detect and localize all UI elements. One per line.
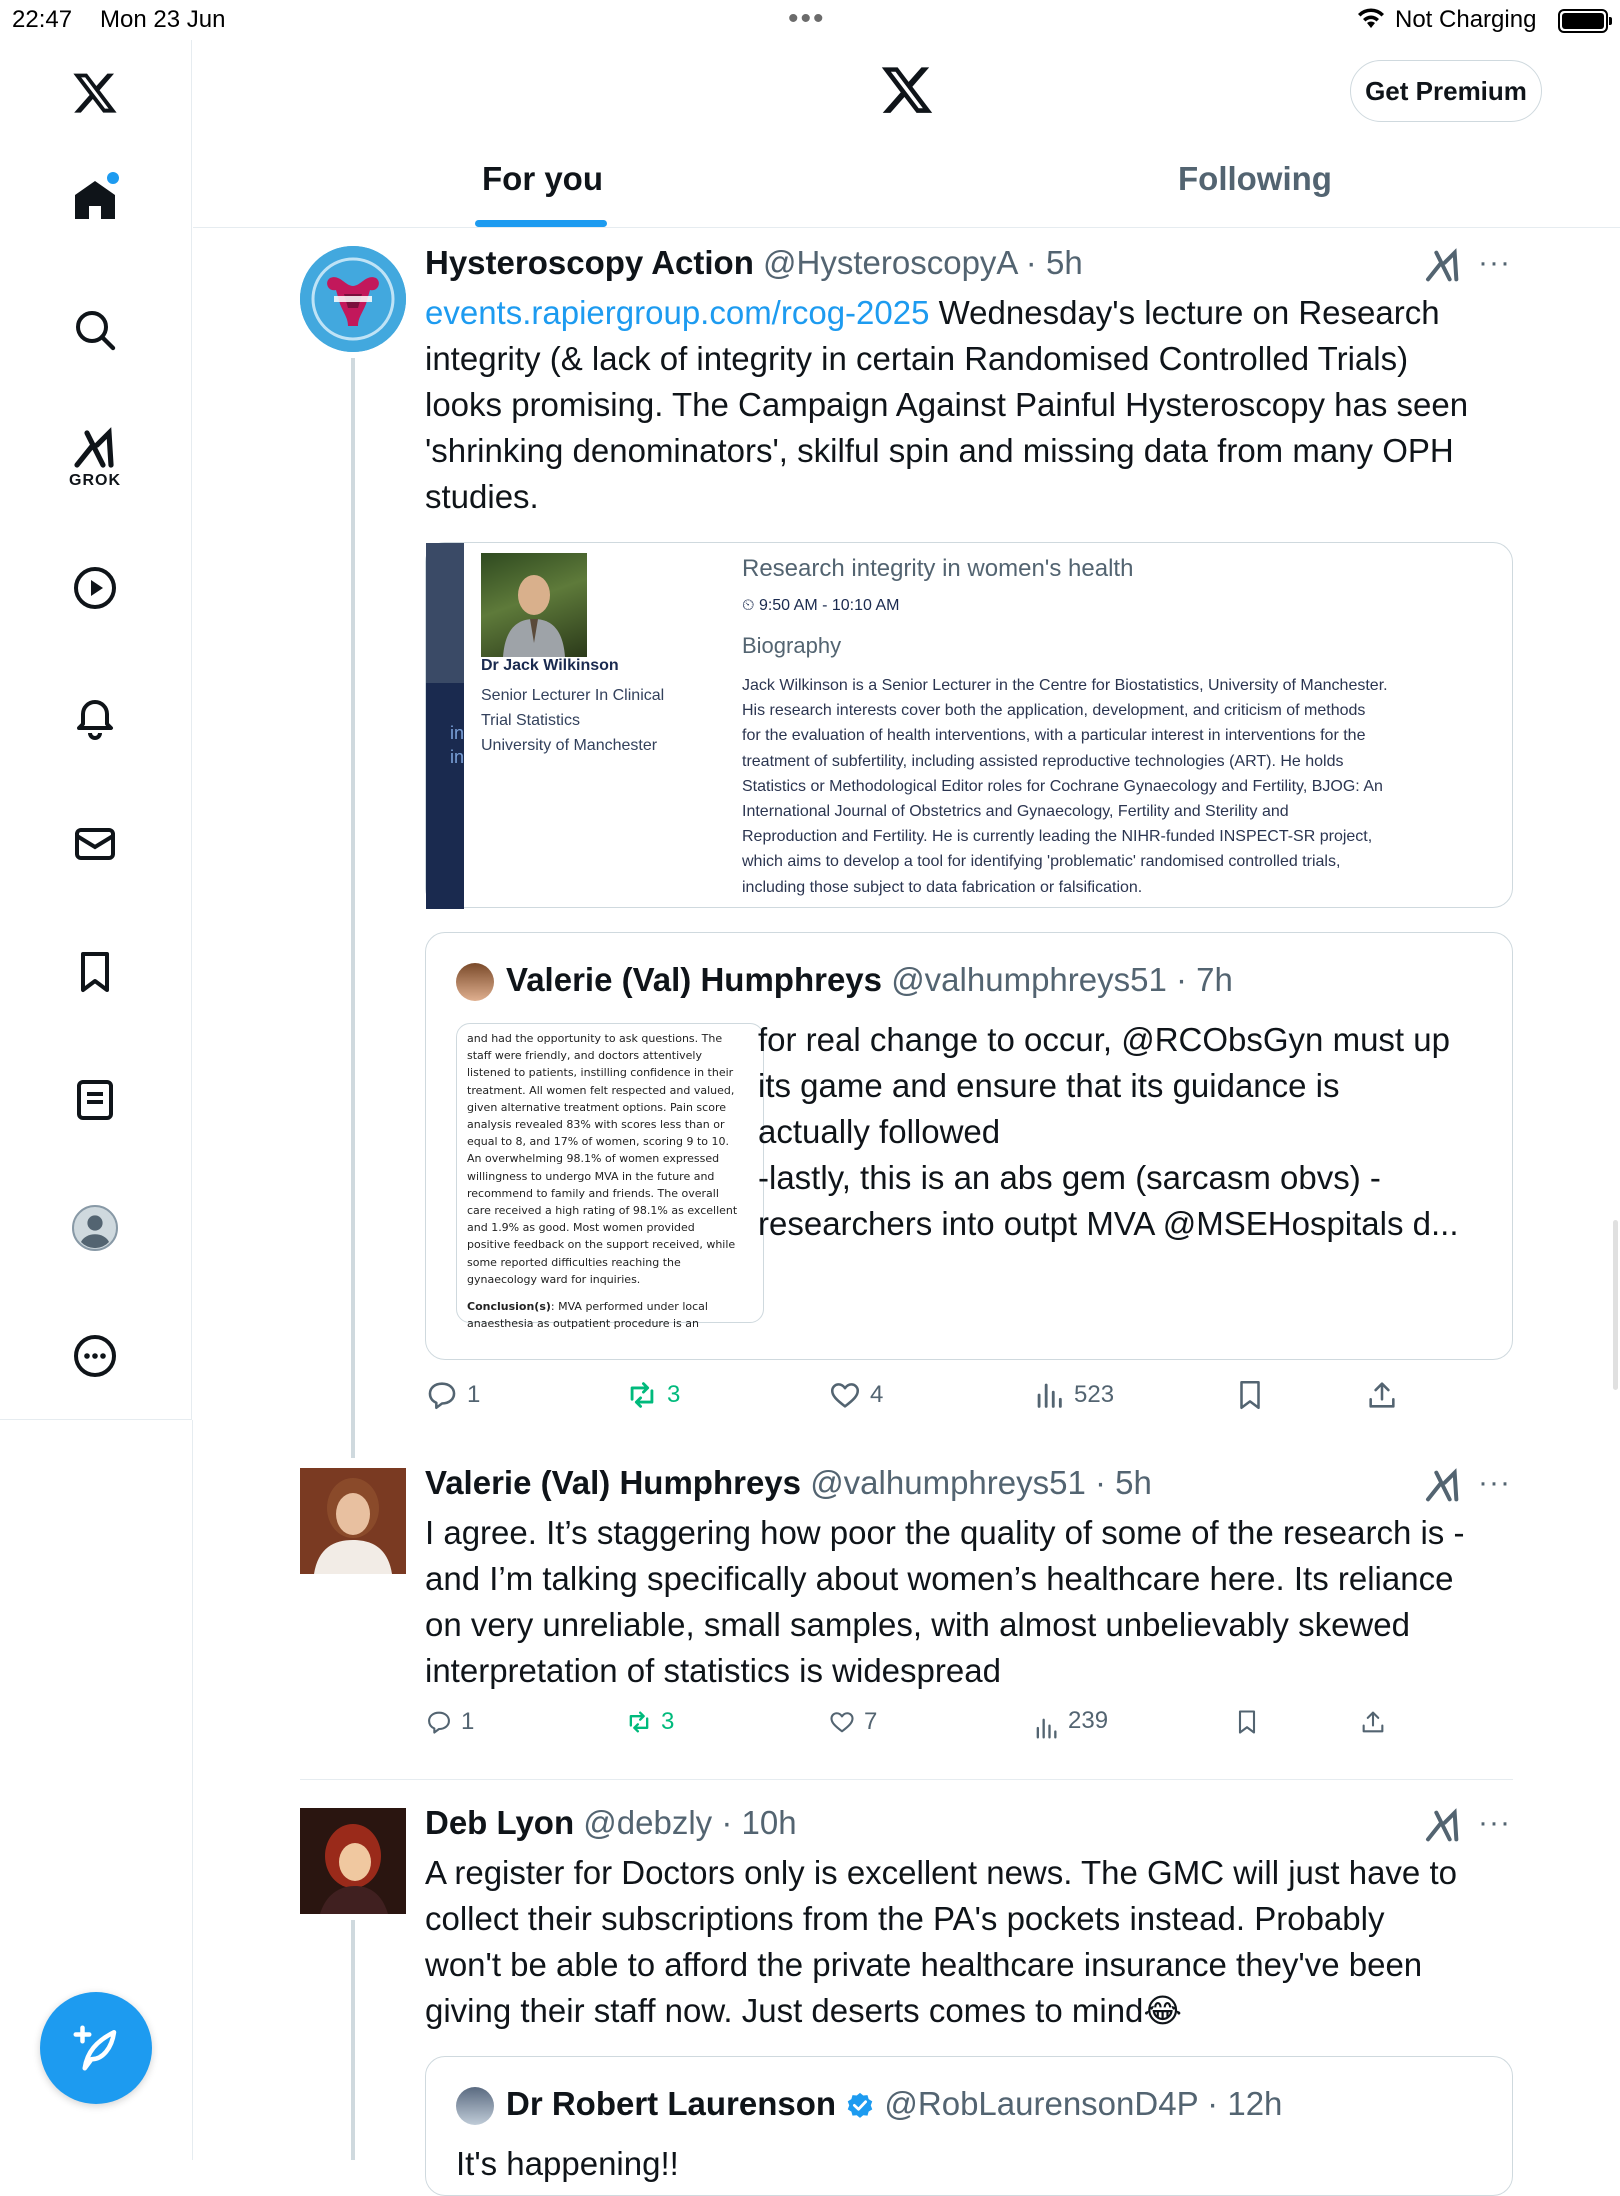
grok-icon	[71, 425, 119, 473]
quoted-tweet[interactable]	[425, 2056, 1513, 2196]
quoted-image[interactable]: and had the opportunity to ask questions. The staff were friendly, and doctors attentively listened to patients, instilling confidence in their treatment. All women felt respected and valued, given alternative treatment options. Pain score analysis revealed 83% with scores less than or equal to 8, and 17% of women, scoring 9 to 10. An overwhelming 98.1% of women expressed willingness to undergo MVA in the future and recommend to family and friends. The overall care received a high rating of 98.1% as excellent and 1.9% as good. Most women provided positive feedback on the support received, while some reported difficulties reaching the gynaecology ward for inquiries. Conclusion(s): MVA performed under local anaesthesia as outpatient procedure is an	[456, 1023, 764, 1323]
speaker-title: Senior Lecturer In Clinical Trial Statistics University of Manchester	[481, 687, 665, 754]
tweet-text: events.rapiergroup.com/rcog-2025 Wednesday's lecture on Research integrity (& lack of integrity in certain Randomised Controlled Trials) looks promising. The Campaign Against Painful Hysteroscopy has seen 'shrinking denominators', skilful spin and missing data from many OPH studies.	[425, 294, 1469, 515]
author-handle[interactable]: @valhumphreys51	[810, 1464, 1086, 1501]
thread-line	[351, 1920, 355, 2160]
grok-icon[interactable]	[1423, 1806, 1463, 1846]
more-options-icon[interactable]: ···	[1478, 246, 1511, 279]
uterus-logo-icon	[300, 246, 406, 352]
grok-icon[interactable]	[1423, 246, 1463, 286]
status-date: Mon 23 Jun	[100, 6, 226, 33]
share-button[interactable]	[1365, 1378, 1407, 1412]
avatar	[456, 2087, 494, 2125]
share-icon	[1365, 1378, 1399, 1412]
compose-post-button[interactable]	[40, 1992, 152, 2104]
views-chart-icon	[1032, 1378, 1066, 1412]
author-handle[interactable]: @HysteroscopyA	[763, 244, 1017, 281]
more-options-icon[interactable]: ···	[1478, 1466, 1511, 1499]
status-time: 22:47	[12, 6, 73, 33]
reply-button[interactable]: 1	[425, 1378, 480, 1412]
tweet-image[interactable]: in in Dr Jack Wilkinson Senior Lecturer In Clinical Trial Statistics University of Manchester Research integrity in women's health ⏲ 9:50 AM - 10:10 AM Biography Jack Wilkinson is a Senior Lecturer in the Centre for Biostatistics, University of Manchester. His research interests cover both the application, development, and criticism of methods for the evaluation of health interventions, with a particular interest in interventions for the treatment of subfertility, including assisted reproductive technologies (ART). He holds Statistics or Methodological Editor roles for Cochrane Gynaecology and Fertility, BJOG: An International Journal of Obstetrics and Gynaecology, Fertility and Sterility and Reproduction and Fertility. He is currently leading the NIHR-funded INSPECT-SR project, which aims to develop a tool for identifying 'problematic' randomised controlled trials, including those subject to data fabrication or falsification.	[425, 542, 1513, 908]
quoted-tweet-text: It's happening!!	[456, 2145, 679, 2182]
nav-videos[interactable]	[55, 548, 135, 628]
active-tab-indicator	[475, 220, 607, 227]
tweet-actions	[425, 1378, 1425, 1422]
views-button[interactable]: 239	[1032, 1700, 1108, 1742]
author-name[interactable]: Hysteroscopy Action	[425, 244, 754, 281]
tweet-time[interactable]: 5h	[1115, 1464, 1152, 1501]
x-logo-icon[interactable]	[55, 53, 135, 133]
reply-icon	[425, 1378, 459, 1412]
like-button[interactable]: 4	[828, 1378, 883, 1412]
more-options-icon[interactable]: ···	[1478, 1806, 1511, 1839]
multitasking-dots-icon[interactable]: •••	[788, 2, 826, 35]
bio-text: Jack Wilkinson is a Senior Lecturer in the Centre for Biostatistics, University of Manchester. His research interests cover both the application, development, and criticism of methods for the evaluation of health interventions, with a particular interest in interventions for the treatment of subfertility, including assisted reproductive technologies (ART). He holds Statistics or Methodological Editor roles for Cochrane Gynaecology and Fertility, BJOG: An International Journal of Obstetrics and Gynaecology, Fertility and Sterility and Reproduction and Fertility. He is currently leading the NIHR-funded INSPECT-SR project, which aims to develop a tool for identifying 'problematic' randomised controlled trials, including those subject to data fabrication or falsification.	[742, 677, 1388, 896]
tweet-header: Deb Lyon @debzly · 10h	[425, 1804, 797, 1841]
quoted-tweet[interactable]	[425, 932, 1513, 1360]
views-chart-icon	[1032, 1714, 1060, 1742]
left-navigation	[0, 40, 192, 1420]
speaker-name: Dr Jack Wilkinson	[481, 657, 619, 674]
repost-icon	[625, 1378, 659, 1412]
quoted-tweet-time: 12h	[1227, 2085, 1283, 2122]
reply-icon	[425, 1708, 453, 1736]
bookmark-icon	[1233, 1378, 1267, 1412]
mail-icon	[71, 820, 119, 868]
quoted-tweet-text: for real change to occur, @RCObsGyn must up its game and ensure that its guidance is actually followed -lastly, this is an abs gem (sarcasm obvs) - researchers into outpt MVA @MSEHospitals d...	[758, 1021, 1459, 1242]
play-icon	[71, 564, 119, 612]
bookmark-button[interactable]	[1233, 1378, 1275, 1412]
nav-explore[interactable]	[55, 290, 135, 370]
notification-dot	[107, 172, 119, 184]
scrollbar-thumb[interactable]	[1613, 1220, 1618, 1390]
battery-icon	[1558, 9, 1608, 33]
avatar[interactable]	[300, 1808, 406, 1914]
bookmark-button[interactable]	[1233, 1708, 1269, 1736]
tab-following[interactable]: Following	[1178, 160, 1332, 197]
tab-for-you[interactable]: For you	[482, 160, 603, 197]
reply-button[interactable]: 1	[425, 1708, 474, 1736]
bio-heading: Biography	[742, 633, 842, 658]
author-handle[interactable]: @debzly	[583, 1804, 713, 1841]
tweet-divider	[300, 1779, 1513, 1780]
share-button[interactable]	[1359, 1708, 1395, 1736]
nav-messages[interactable]	[55, 804, 135, 884]
tweet-actions	[425, 1708, 1425, 1752]
tweet-text: A register for Doctors only is excellent news. The GMC will just have to collect their subscriptions from the PA's pockets instead. Probably won't be able to afford the private healthcare insurance they've been giving their staff now. Just deserts comes to mind😂	[425, 1854, 1457, 2029]
profile-avatar-icon	[71, 1204, 119, 1252]
quoted-tweet-time: 7h	[1196, 961, 1233, 998]
heart-icon	[828, 1708, 856, 1736]
grok-label: GROK	[69, 472, 121, 489]
quoted-author-handle: @RobLaurensonD4P	[884, 2085, 1198, 2122]
repost-icon	[625, 1708, 653, 1736]
verified-badge-icon	[845, 2091, 875, 2121]
quoted-tweet-header: Valerie (Val) Humphreys @valhumphreys51 · 7h	[506, 961, 1233, 998]
feather-plus-icon	[69, 2021, 123, 2075]
share-icon	[1359, 1708, 1387, 1736]
nav-grok[interactable]	[55, 418, 135, 498]
thread-line	[351, 358, 355, 1458]
left-column-border	[192, 1420, 193, 2160]
quoted-author-handle: @valhumphreys51	[891, 961, 1167, 998]
nav-profile[interactable]	[55, 1188, 135, 1268]
session-title: Research integrity in women's health	[742, 555, 1134, 582]
quoted-tweet-header: Dr Robert Laurenson @RobLaurensonD4P · 12h	[506, 2085, 1283, 2122]
nav-notifications[interactable]	[55, 676, 135, 756]
status-bar	[0, 0, 1620, 40]
tweet-header: Hysteroscopy Action @HysteroscopyA · 5h	[425, 244, 1083, 281]
search-icon	[71, 306, 119, 354]
clock-icon: ⏲	[742, 597, 755, 614]
views-button[interactable]: 523	[1032, 1378, 1114, 1412]
heart-icon	[828, 1378, 862, 1412]
tweet-time[interactable]: 5h	[1045, 244, 1083, 281]
nav-home[interactable]	[55, 160, 135, 240]
avatar[interactable]	[300, 1468, 406, 1574]
quoted-author-name: Dr Robert Laurenson	[506, 2085, 837, 2122]
get-premium-button[interactable]: Get Premium	[1350, 60, 1542, 122]
timeline-header	[193, 40, 1620, 228]
avatar	[456, 963, 494, 1001]
speaker-photo	[481, 553, 587, 657]
bell-icon	[71, 692, 119, 740]
tweet-text: I agree. It’s staggering how poor the quality of some of the research is - and I’m talking specifically about women’s healthcare here. Its reliance on very unreliable, small samples, with almost unbelievably skewed interpretation of statistics is widespread	[425, 1514, 1465, 1689]
x-logo-icon[interactable]	[879, 62, 935, 118]
bookmark-icon	[1233, 1708, 1261, 1736]
quoted-author-name: Valerie (Val) Humphreys	[506, 961, 883, 998]
nav-bookmarks[interactable]	[55, 932, 135, 1012]
wifi-icon	[1356, 6, 1386, 30]
repost-button[interactable]: 3	[625, 1378, 680, 1412]
article-icon	[71, 1076, 119, 1124]
grok-icon[interactable]	[1423, 1466, 1463, 1506]
repost-button[interactable]: 3	[625, 1708, 674, 1736]
author-name[interactable]: Valerie (Val) Humphreys	[425, 1464, 802, 1501]
tweet-header: Valerie (Val) Humphreys @valhumphreys51 · 5h	[425, 1464, 1152, 1501]
nav-more[interactable]	[55, 1316, 135, 1396]
tweet-time[interactable]: 10h	[741, 1804, 797, 1841]
author-name[interactable]: Deb Lyon	[425, 1804, 575, 1841]
bookmark-icon	[71, 948, 119, 996]
like-button[interactable]: 7	[828, 1708, 877, 1736]
more-circle-icon	[71, 1332, 119, 1380]
nav-articles[interactable]	[55, 1060, 135, 1140]
battery-status-text: Not Charging	[1395, 6, 1537, 33]
session-time: ⏲ 9:50 AM - 10:10 AM	[742, 597, 900, 614]
tweet-link[interactable]: events.rapiergroup.com/rcog-2025	[425, 294, 930, 331]
avatar[interactable]	[300, 246, 406, 352]
